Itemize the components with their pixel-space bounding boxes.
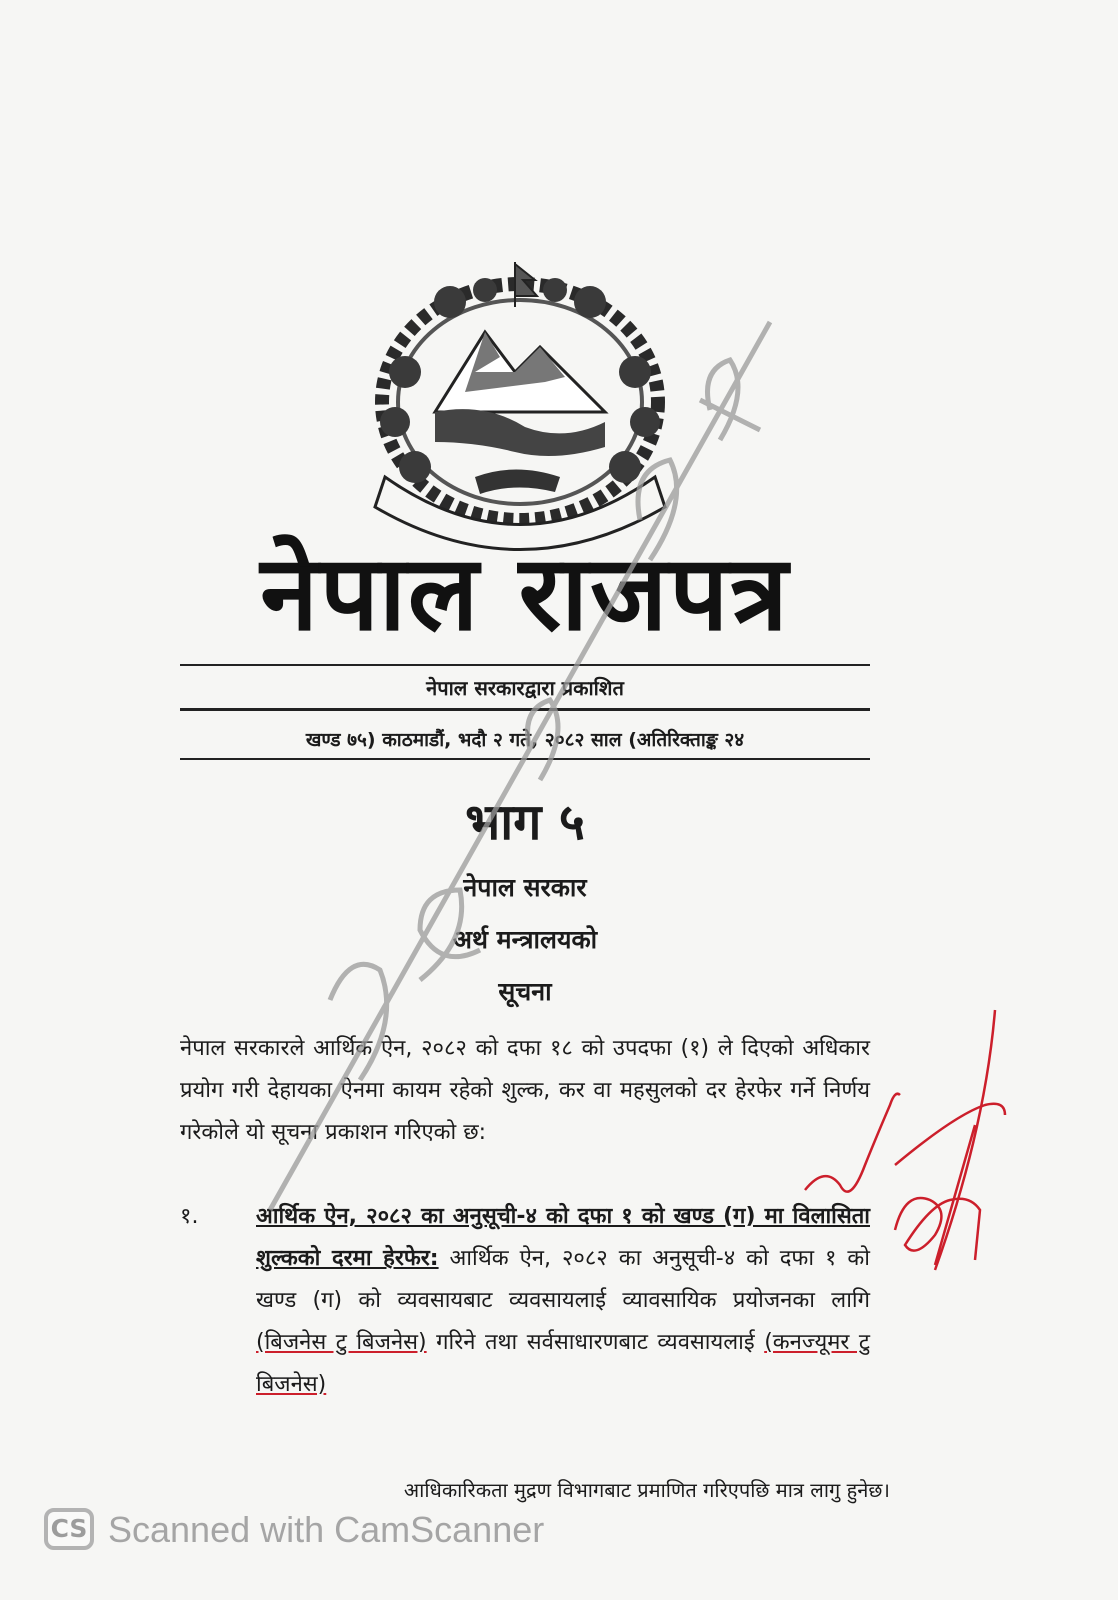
ministry-heading: अर्थ मन्त्रालयको (452, 925, 598, 954)
gazette-title: नेपाल राजपत्र (260, 532, 790, 654)
header-divider (180, 708, 870, 711)
camscanner-logo-icon: CS (44, 1508, 94, 1550)
item-number: १. (180, 1204, 199, 1229)
part-heading: भाग ५ (465, 793, 585, 851)
nepal-coat-of-arms-icon (365, 262, 675, 562)
issue-line: खण्ड ७५) काठमाडौं, भदौ २ गते, २०८२ साल (अतिरिक्ताङ्क २४ (305, 729, 745, 751)
header-divider (180, 758, 870, 760)
authenticity-note: आधिकारिकता मुद्रण विभागबाट प्रमाणित गरिएपछि मात्र लागु हुनेछ। (403, 1478, 890, 1502)
item-text: गरिने तथा सर्वसाधारणबाट व्यवसायलाई (426, 1330, 765, 1355)
notice-heading: सूचना (498, 977, 552, 1006)
notice-intro-paragraph: नेपाल सरकारले आर्थिक ऐन, २०८२ को दफा १८ को उपदफा (१) ले दिएको अधिकार प्रयोग गरी देहायका ऐनमा कायम रहेको शुल्क, कर वा महसुलको दर हेरफेर गर्ने निर्णय गरेकोले यो सूचना प्रकाशन गरिएको छ: (180, 1036, 870, 1145)
item-term-c2b: (कनज्यूमर टु बिजनेस) (256, 1330, 870, 1397)
item-paragraph (256, 1196, 870, 1406)
item-text: आर्थिक ऐन, २०८२ का अनुसूची-४ को दफा १ को खण्ड (ग) को व्यवसायबाट व्यवसायलाई व्यावसायिक प्रयोजनका लागि (256, 1246, 870, 1313)
publisher-line: नेपाल सरकारद्वारा प्रकाशित (426, 676, 624, 700)
government-heading: नेपाल सरकार (463, 873, 587, 902)
scanner-watermark: Scanned with CamScanner (108, 1509, 545, 1550)
item-heading: आर्थिक ऐन, २०८२ का अनुसूची-४ को दफा १ को खण्ड (ग) मा विलासिता शुल्कको दरमा हेरफेर: (256, 1204, 870, 1271)
item-term-b2b: (बिजनेस टु बिजनेस) (256, 1330, 427, 1355)
header-divider (180, 664, 870, 666)
